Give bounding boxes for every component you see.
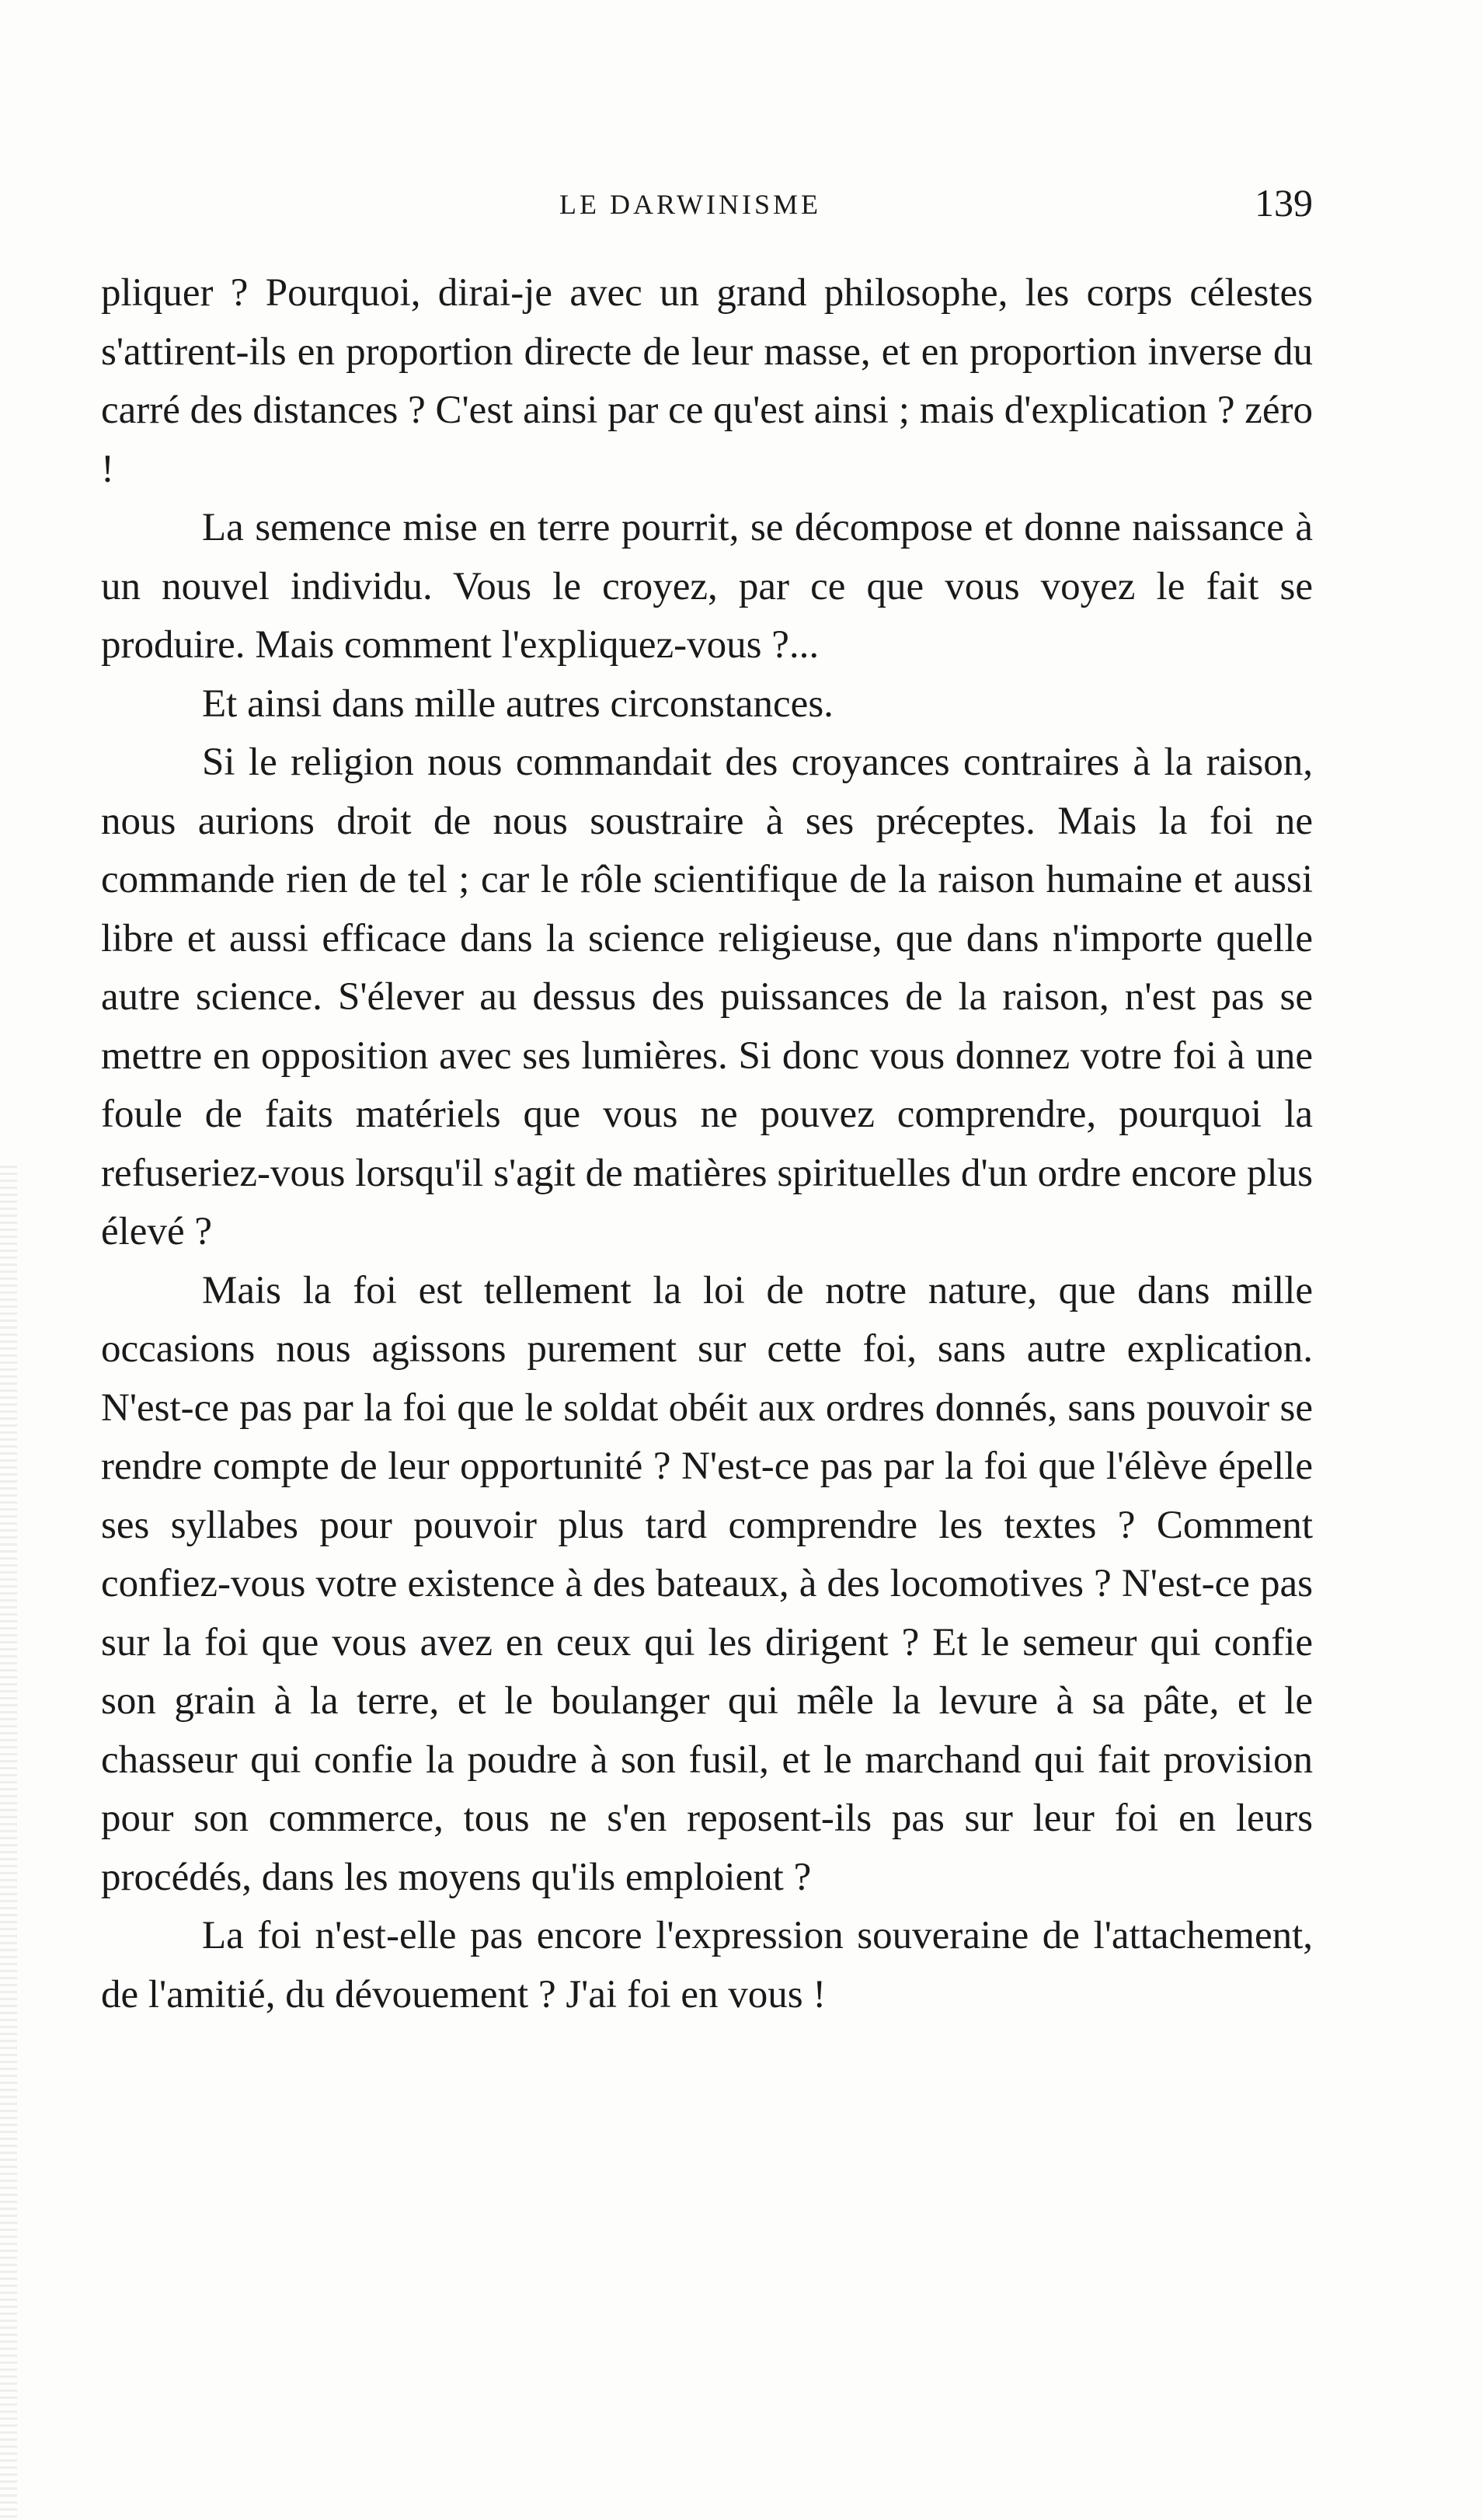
scan-edge-shadow — [0, 1166, 17, 2520]
body-text — [101, 264, 1313, 2024]
paragraph: Mais la foi est tellement la loi de notre nature, que dans mille occasions nous agissons purement sur cette foi, sans autre explication. N'est-ce pas par la foi que le soldat obéit aux ordres donnés, sans pouvoir se rendre compte de leur opportunité ? N'est-ce pas par la foi que l'élève épelle ses syllabes pour pouvoir plus tard comprendre les textes ? Comment confiez-vous votre existence à des bateaux, à des locomotives ? N'est-ce pas sur la foi que vous avez en ceux qui les dirigent ? Et le semeur qui confie son grain à la terre, et le boulanger qui mêle la levure à sa pâte, et le chasseur qui confie la poudre à son fusil, et le marchand qui fait provision pour son commerce, tous ne s'en reposent-ils pas sur leur foi en leurs procédés, dans les moyens qu'ils emploient ? — [101, 1268, 1313, 1899]
paragraph: Si le religion nous commandait des croyances contraires à la raison, nous aurions droit de nous soustraire à ses préceptes. Mais la foi ne commande rien de tel ; car le rôle scientifique de la raison humaine et aussi libre et aussi efficace dans la science religieuse, que dans n'importe quelle autre science. S'élever au dessus des puissances de la raison, n'est pas se mettre en opposition avec ses lumières. Si donc vous donnez votre foi à une foule de faits matériels que vous ne pouvez comprendre, pourquoi la refuseriez-vous lorsqu'il s'agit de matières spirituelles d'un ordre encore plus élevé ? — [101, 741, 1313, 1253]
page-number: 139 — [1255, 181, 1313, 225]
paragraph: pliquer ? Pourquoi, dirai-je avec un grand philosophe, les corps célestes s'attirent-ils en proportion directe de leur masse, et en proportion inverse du carré des distances ? C'est ainsi par ce qu'est ainsi ; mais d'explication ? zéro ! — [101, 271, 1313, 491]
page-header — [101, 180, 1313, 235]
running-title: LE DARWINISME — [559, 189, 821, 220]
paragraph: La semence mise en terre pourrit, se décompose et donne naissance à un nouvel individu. Vous le croyez, par ce que vous voyez le fait se produire. Mais comment l'expliquez-vous ?... — [101, 506, 1313, 667]
paragraph: Et ainsi dans mille autres circonstances. — [202, 681, 834, 726]
paragraph: La foi n'est-elle pas encore l'expression souveraine de l'attachement, de l'amitié, du dévouement ? J'ai foi en vous ! — [101, 1914, 1313, 2016]
